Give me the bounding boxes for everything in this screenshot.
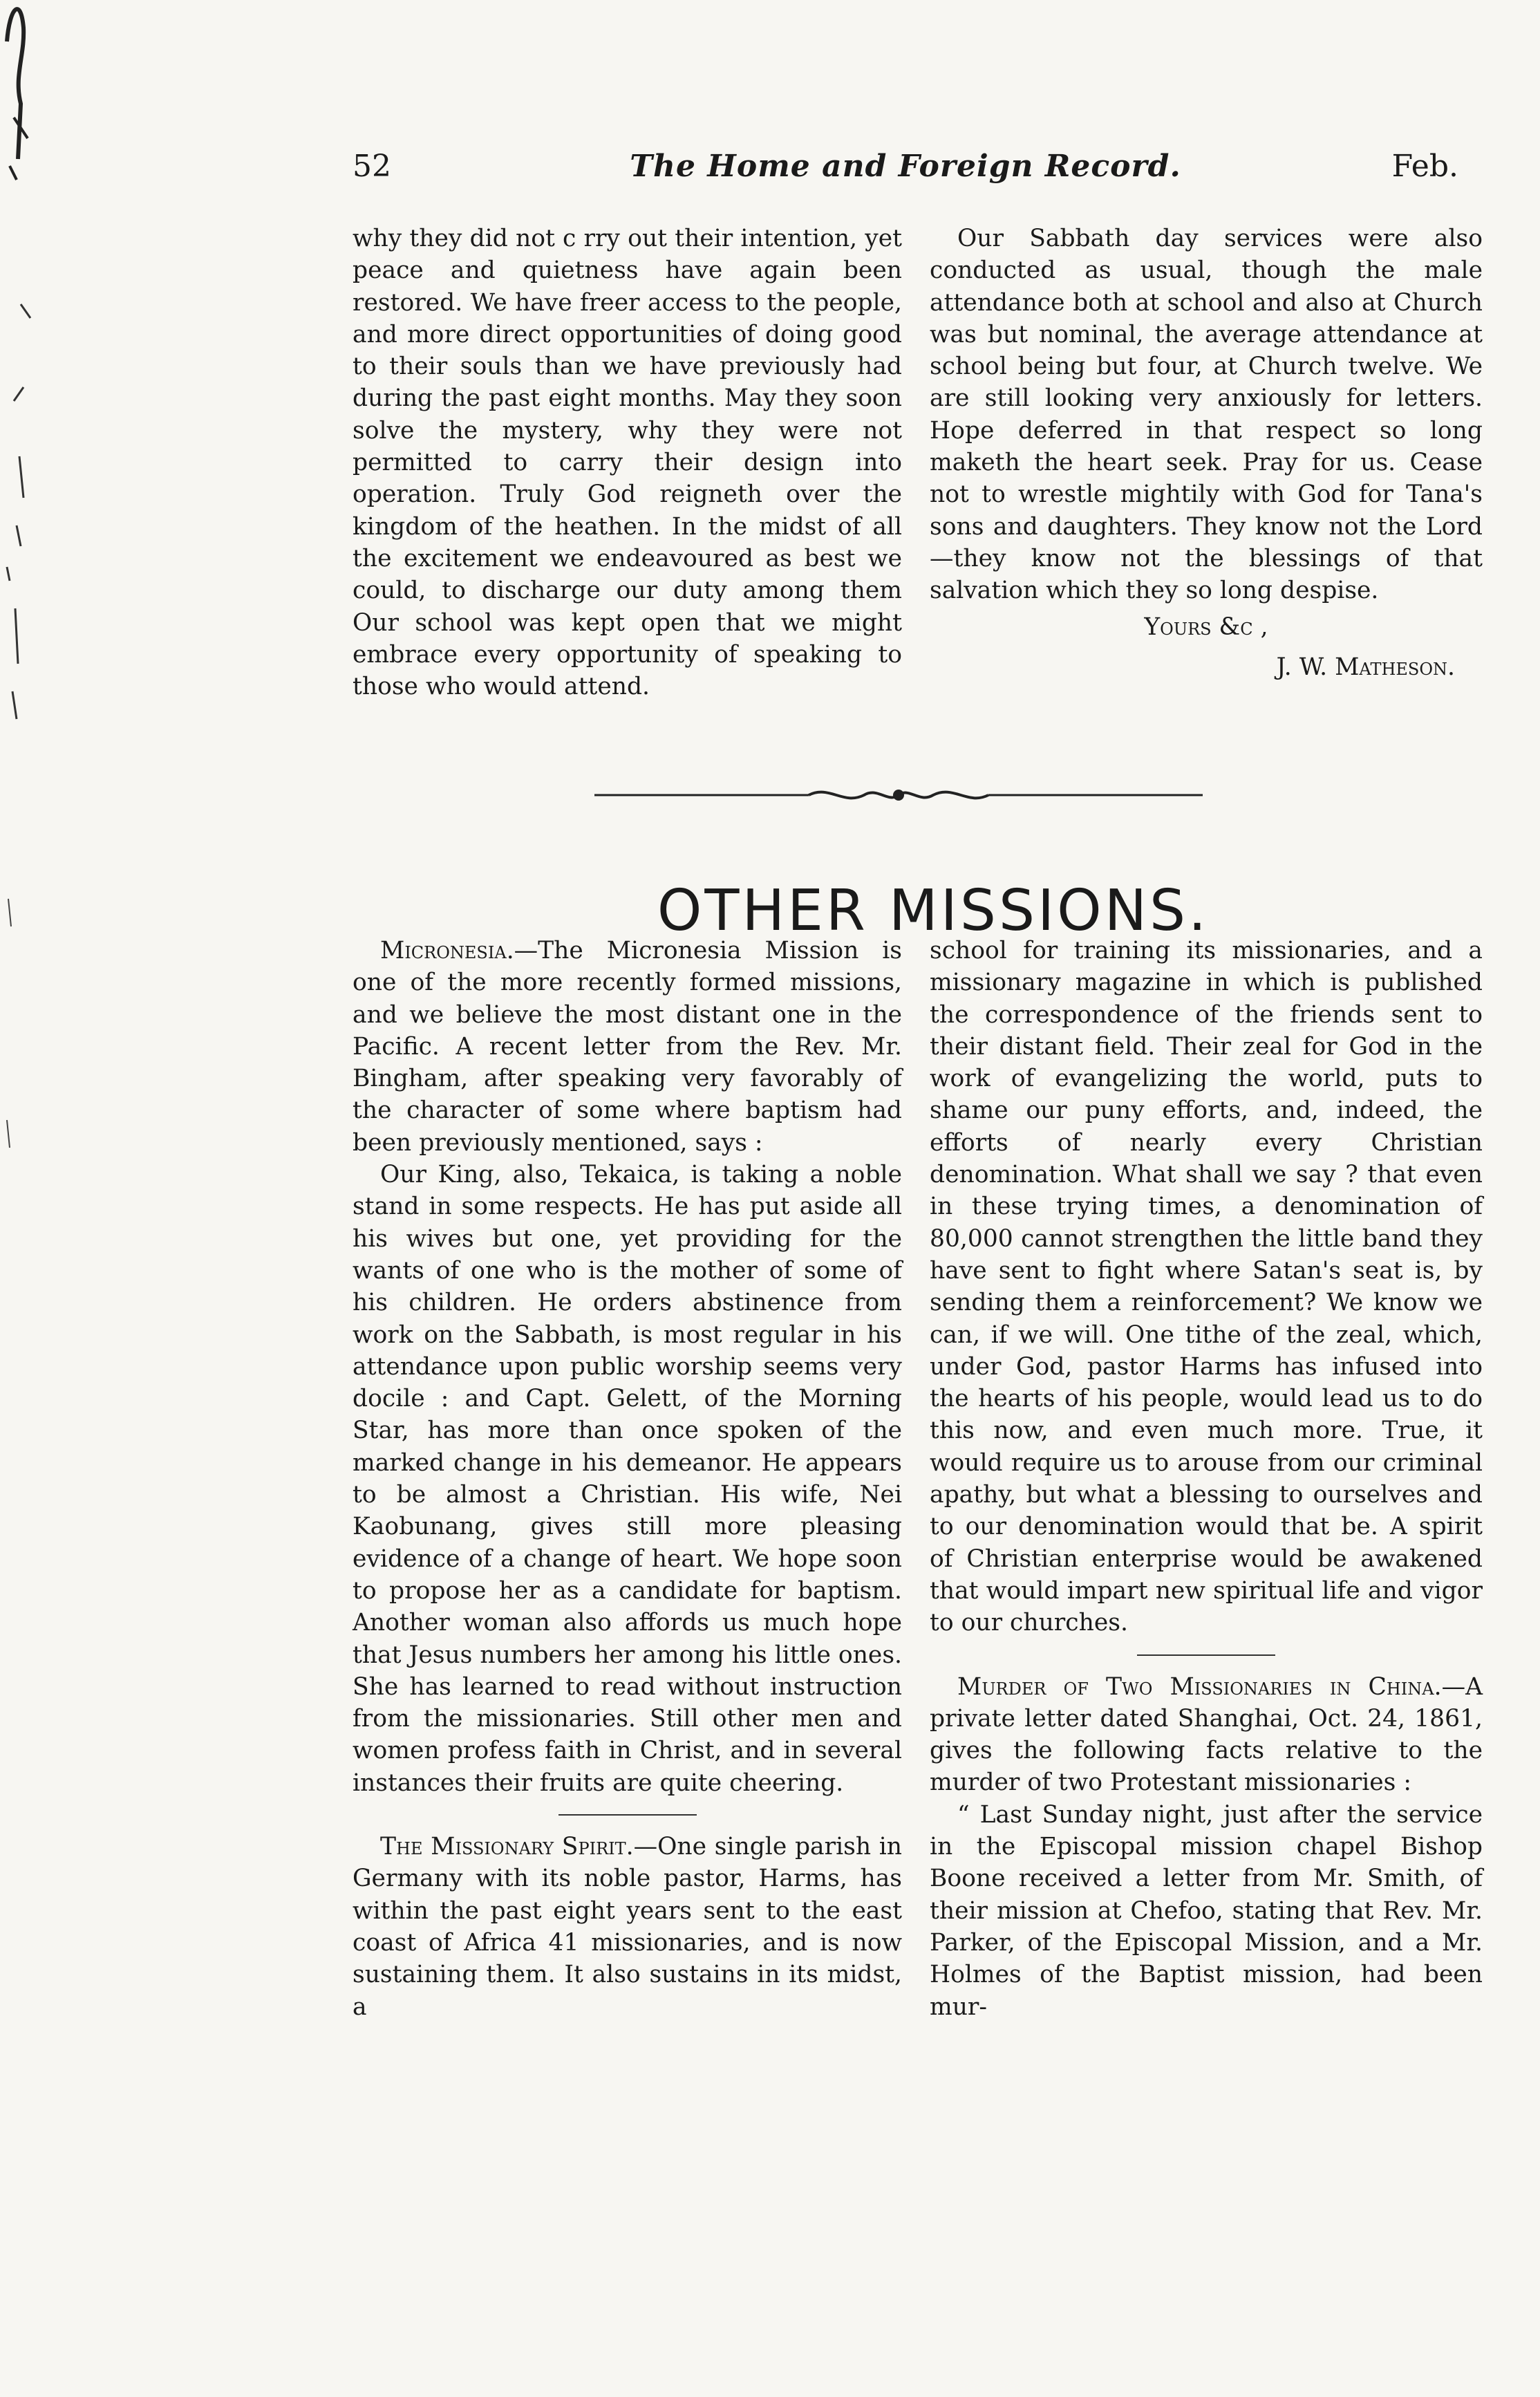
article-divider (1137, 1654, 1275, 1656)
murder-quote: “ Last Sunday night, just after the service in the Episcopal mission chapel Bishop Boone received a letter from Mr. Smith, of their mission at Chefoo, stating that Rev. Mr. Parker, of the Episcopal Mission, and a Mr. Holmes of the Baptist mission, had been mur- (930, 1800, 1483, 2021)
micronesia-body: Our King, also, Tekaica, is taking a noble stand in some respects. He has put aside all his wives but one, yet providing for the wants of one who is the mother of some of his children. He orders abstinence from work on the Sabbath, is most regular in his attendance upon public worship seems very docile : and Capt. Gelett, of the Morning Star, has more than once spoken of the marked change in his demeanor. He appears to be almost a Christian. His wife, Nei Kaobunang, gives still more pleasing evidence of a change of heart. We hope soon to propose her as a candidate for baptism. Another woman also affords us much hope that Jesus numbers her among his little ones. She has learned to read without instruction from the missionaries. Still other men and women profess faith in Christ, and in several instances their fruits are quite cheering. (353, 1161, 902, 1797)
journal-title: The Home and Foreign Record. (630, 149, 1181, 184)
micronesia-intro-text: —The Micronesia Mission is one of the more recently formed missions, and we believe the most distant one in the Pacific. A recent letter from the Rev. Mr. Bingham, after speaking very favorably of the character of some where baptism had been previously mentioned, says : (353, 937, 902, 1157)
letter-signature: J. W. Matheson. (1276, 653, 1455, 681)
section-title: OTHER MISSIONS. (657, 877, 1210, 944)
top-right-column (930, 223, 1483, 683)
murder-heading: Murder of Two Missionaries in China. (957, 1672, 1442, 1701)
letter-continuation-right: Our Sabbath day services were also conducted as usual, though the male attendance both at school and also at Church was but nominal, the average attendance at school being but four, at Church twelve. We are still looking very anxiously for letters. Hope deferred in that respect so long maketh the heart seek. Pray for us. Cease not to wrestle mightily with God for Tana's sons and daughters. They know not the Lord—they know not the blessings of that salvation which they so long despise. (930, 225, 1483, 605)
micronesia-intro (353, 935, 902, 1159)
micronesia-heading: Micronesia. (380, 937, 514, 964)
margin-ink-marks (0, 0, 83, 1175)
murder-intro-text: —A private letter dated Shanghai, Oct. 24, 1861, gives the following facts relative to the murder of two Protestant missionaries : (930, 1672, 1483, 1797)
bottom-right-column (930, 935, 1483, 2023)
missionary-spirit-text: —One single parish in Germany with its noble pastor, Harms, has within the past eight years sent to the east coast of Africa 41 missionaries, and is now sustaining them. It also sustains in its midst, a (353, 1833, 903, 2021)
article-divider (558, 1814, 697, 1816)
missionary-spirit-paragraph (353, 1831, 902, 2023)
top-left-column (353, 223, 902, 702)
murder-intro (930, 1671, 1483, 1799)
section-divider-ornament (594, 781, 1203, 809)
page-number: 52 (353, 149, 391, 184)
missionary-spirit-heading: The Missionary Spirit. (380, 1833, 634, 1861)
letter-continuation-left: why they did not c rry out their intention, yet peace and quietness have again been restored. We have freer access to the people, and more direct opportunities of doing good to their souls than we have previously had during the past eight months. May they soon solve the mystery, why they were not permitted to carry their design into operation. Truly God reigneth over the kingdom of the heathen. In the midst of all the excitement we endeavoured as best we could, to discharge our duty among them Our school was kept open that we might embrace every opportunity of speaking to those who would attend. (353, 225, 902, 701)
bottom-left-column (353, 935, 902, 2023)
running-head (353, 149, 1458, 197)
missionary-spirit-continuation: school for training its missionaries, and a missionary magazine in which is published the correspondence of the friends sent to their distant field. Their zeal for God in the work of evangelizing the world, puts to shame our puny efforts, and, indeed, the efforts of nearly every Christian denomination. What shall we say ? that even in these trying times, a denomination of 80,000 cannot strengthen the little band they have sent to fight where Satan's seat is, by sending them a reinforcement? We know we can, if we will. One tithe of the zeal, which, under God, pastor Harms has infused into the hearts of his people, would lead us to do this now, and even much more. True, it would require us to arouse from our criminal apathy, but what a blessing to ourselves and to our denomination would that be. A spirit of Christian enterprise would be awakened that would impart new spiritual life and vigor to our churches. (930, 937, 1483, 1637)
letter-closing: Yours &c , (1144, 613, 1268, 641)
issue-month: Feb. (1391, 149, 1458, 184)
